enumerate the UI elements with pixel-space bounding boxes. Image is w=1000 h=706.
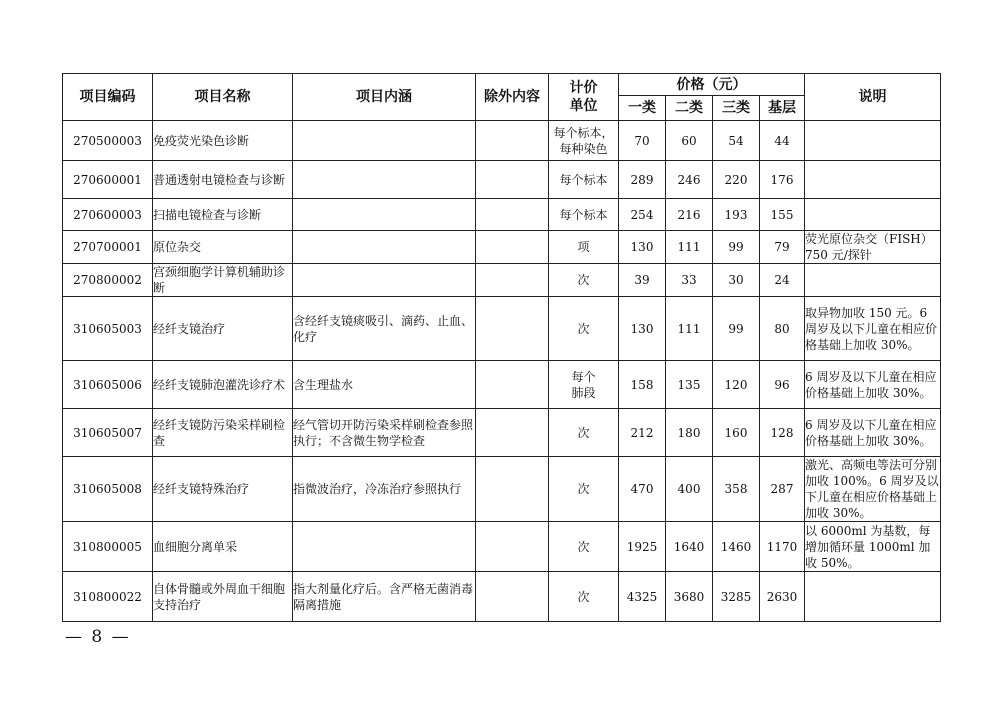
cell-price-class1: 254 (619, 199, 666, 231)
cell-price-class1: 130 (619, 231, 666, 264)
cell-price-class2: 135 (666, 361, 713, 409)
cell-note (805, 121, 941, 161)
cell-exclusion (476, 231, 549, 264)
cell-price-class1: 212 (619, 409, 666, 457)
cell-code: 310605008 (63, 457, 153, 522)
cell-code: 270600003 (63, 199, 153, 231)
cell-price-class1: 39 (619, 264, 666, 297)
cell-content (293, 199, 476, 231)
cell-price-class3: 358 (713, 457, 760, 522)
cell-price-class2: 60 (666, 121, 713, 161)
cell-content: 指微波治疗，冷冻治疗参照执行 (293, 457, 476, 522)
cell-code: 310605003 (63, 297, 153, 361)
cell-exclusion (476, 457, 549, 522)
cell-note: 6 周岁及以下儿童在相应价格基础上加收 30%。 (805, 409, 941, 457)
header-price-group: 价格（元） (619, 74, 805, 96)
cell-name: 宫颈细胞学计算机辅助诊断 (153, 264, 293, 297)
cell-price-grassroots: 128 (760, 409, 805, 457)
cell-price-grassroots: 96 (760, 361, 805, 409)
header-exclusion: 除外内容 (476, 74, 549, 121)
cell-code: 270600001 (63, 161, 153, 199)
cell-content (293, 264, 476, 297)
cell-content: 经气管切开防污染采样刷检查参照执行；不含微生物学检查 (293, 409, 476, 457)
cell-code: 270500003 (63, 121, 153, 161)
cell-note (805, 572, 941, 622)
cell-price-class2: 111 (666, 297, 713, 361)
header-content: 项目内涵 (293, 74, 476, 121)
cell-name: 扫描电镜检查与诊断 (153, 199, 293, 231)
header-note: 说明 (805, 74, 941, 121)
cell-price-grassroots: 79 (760, 231, 805, 264)
cell-name: 原位杂交 (153, 231, 293, 264)
table-header (63, 74, 941, 121)
header-unit: 计价 单位 (549, 74, 619, 121)
cell-note (805, 199, 941, 231)
cell-name: 血细胞分离单采 (153, 522, 293, 572)
cell-price-class3: 1460 (713, 522, 760, 572)
cell-price-class3: 99 (713, 231, 760, 264)
cell-code: 310800022 (63, 572, 153, 622)
cell-price-class3: 30 (713, 264, 760, 297)
cell-unit: 次 (549, 522, 619, 572)
cell-price-grassroots: 2630 (760, 572, 805, 622)
table-row (63, 121, 941, 161)
cell-price-class2: 33 (666, 264, 713, 297)
cell-unit: 次 (549, 264, 619, 297)
table-row (63, 457, 941, 522)
cell-price-class1: 1925 (619, 522, 666, 572)
price-table (62, 73, 941, 622)
cell-exclusion (476, 361, 549, 409)
cell-content: 含经纤支镜痰吸引、滴药、止血、化疗 (293, 297, 476, 361)
cell-content (293, 522, 476, 572)
cell-exclusion (476, 199, 549, 231)
header-grassroots: 基层 (760, 96, 805, 121)
cell-unit: 每个标本 (549, 161, 619, 199)
cell-exclusion (476, 409, 549, 457)
header-class2: 二类 (666, 96, 713, 121)
cell-name: 普通透射电镜检查与诊断 (153, 161, 293, 199)
cell-price-class1: 158 (619, 361, 666, 409)
table-row (63, 264, 941, 297)
table-body (63, 121, 941, 622)
page-number: — 8 — (65, 627, 131, 647)
cell-name: 经纤支镜肺泡灌洗诊疗术 (153, 361, 293, 409)
cell-price-class2: 216 (666, 199, 713, 231)
cell-price-class3: 54 (713, 121, 760, 161)
cell-exclusion (476, 297, 549, 361)
cell-unit: 每个标本 (549, 199, 619, 231)
cell-note: 取异物加收 150 元。6 周岁及以下儿童在相应价格基础上加收 30%。 (805, 297, 941, 361)
cell-name: 经纤支镜特殊治疗 (153, 457, 293, 522)
cell-name: 经纤支镜防污染采样刷检查 (153, 409, 293, 457)
cell-price-class3: 120 (713, 361, 760, 409)
cell-price-class3: 193 (713, 199, 760, 231)
cell-price-class2: 400 (666, 457, 713, 522)
cell-price-class3: 160 (713, 409, 760, 457)
cell-unit: 每个标本， 每种染色 (549, 121, 619, 161)
cell-note: 6 周岁及以下儿童在相应价格基础上加收 30%。 (805, 361, 941, 409)
cell-note: 激光、高频电等法可分别加收 100%。6 周岁及以下儿童在相应价格基础上加收 30%。 (805, 458, 939, 520)
cell-price-class3: 220 (713, 161, 760, 199)
cell-price-grassroots: 44 (760, 121, 805, 161)
cell-exclusion (476, 161, 549, 199)
cell-code: 270700001 (63, 231, 153, 264)
cell-unit: 次 (549, 297, 619, 361)
cell-price-class2: 180 (666, 409, 713, 457)
cell-note: 荧光原位杂交（FISH）750 元/探针 (805, 231, 941, 264)
cell-code: 310605006 (63, 361, 153, 409)
table-row (63, 522, 941, 572)
cell-price-grassroots: 176 (760, 161, 805, 199)
cell-price-grassroots: 1170 (760, 522, 805, 572)
cell-exclusion (476, 522, 549, 572)
table-row (63, 409, 941, 457)
cell-exclusion (476, 572, 549, 622)
cell-name: 经纤支镜治疗 (153, 297, 293, 361)
cell-price-grassroots: 155 (760, 199, 805, 231)
table-row (63, 199, 941, 231)
cell-exclusion (476, 121, 549, 161)
cell-content (293, 121, 476, 161)
cell-code: 270800002 (63, 264, 153, 297)
cell-content (293, 161, 476, 199)
cell-price-class2: 111 (666, 231, 713, 264)
cell-content: 含生理盐水 (293, 361, 476, 409)
cell-unit: 次 (549, 572, 619, 622)
cell-unit: 次 (549, 409, 619, 457)
cell-code: 310800005 (63, 522, 153, 572)
header-class1: 一类 (619, 96, 666, 121)
table-row (63, 161, 941, 199)
cell-price-class1: 470 (619, 457, 666, 522)
cell-unit: 每个 肺段 (549, 361, 619, 409)
table-row (63, 572, 941, 622)
table-row (63, 231, 941, 264)
header-name: 项目名称 (153, 74, 293, 121)
cell-price-grassroots: 24 (760, 264, 805, 297)
cell-price-grassroots: 287 (760, 457, 805, 522)
header-code: 项目编码 (63, 74, 153, 121)
cell-price-class2: 246 (666, 161, 713, 199)
cell-content (293, 231, 476, 264)
header-class3: 三类 (713, 96, 760, 121)
cell-exclusion (476, 264, 549, 297)
cell-price-class3: 3285 (713, 572, 760, 622)
cell-price-grassroots: 80 (760, 297, 805, 361)
cell-price-class1: 130 (619, 297, 666, 361)
cell-code: 310605007 (63, 409, 153, 457)
cell-unit: 次 (549, 457, 619, 522)
cell-price-class2: 1640 (666, 522, 713, 572)
cell-unit: 项 (549, 231, 619, 264)
cell-price-class1: 70 (619, 121, 666, 161)
cell-content: 指大剂量化疗后。含严格无菌消毒隔离措施 (293, 572, 476, 622)
table-row (63, 361, 941, 409)
cell-price-class1: 4325 (619, 572, 666, 622)
cell-price-class2: 3680 (666, 572, 713, 622)
cell-note: 以 6000ml 为基数，每增加循环量 1000ml 加收 50%。 (805, 522, 941, 572)
cell-price-class1: 289 (619, 161, 666, 199)
table-row (63, 297, 941, 361)
cell-name: 免疫荧光染色诊断 (153, 121, 293, 161)
cell-price-class3: 99 (713, 297, 760, 361)
cell-name: 自体骨髓或外周血干细胞支持治疗 (153, 572, 293, 622)
cell-note (805, 161, 941, 199)
cell-note (805, 264, 941, 297)
